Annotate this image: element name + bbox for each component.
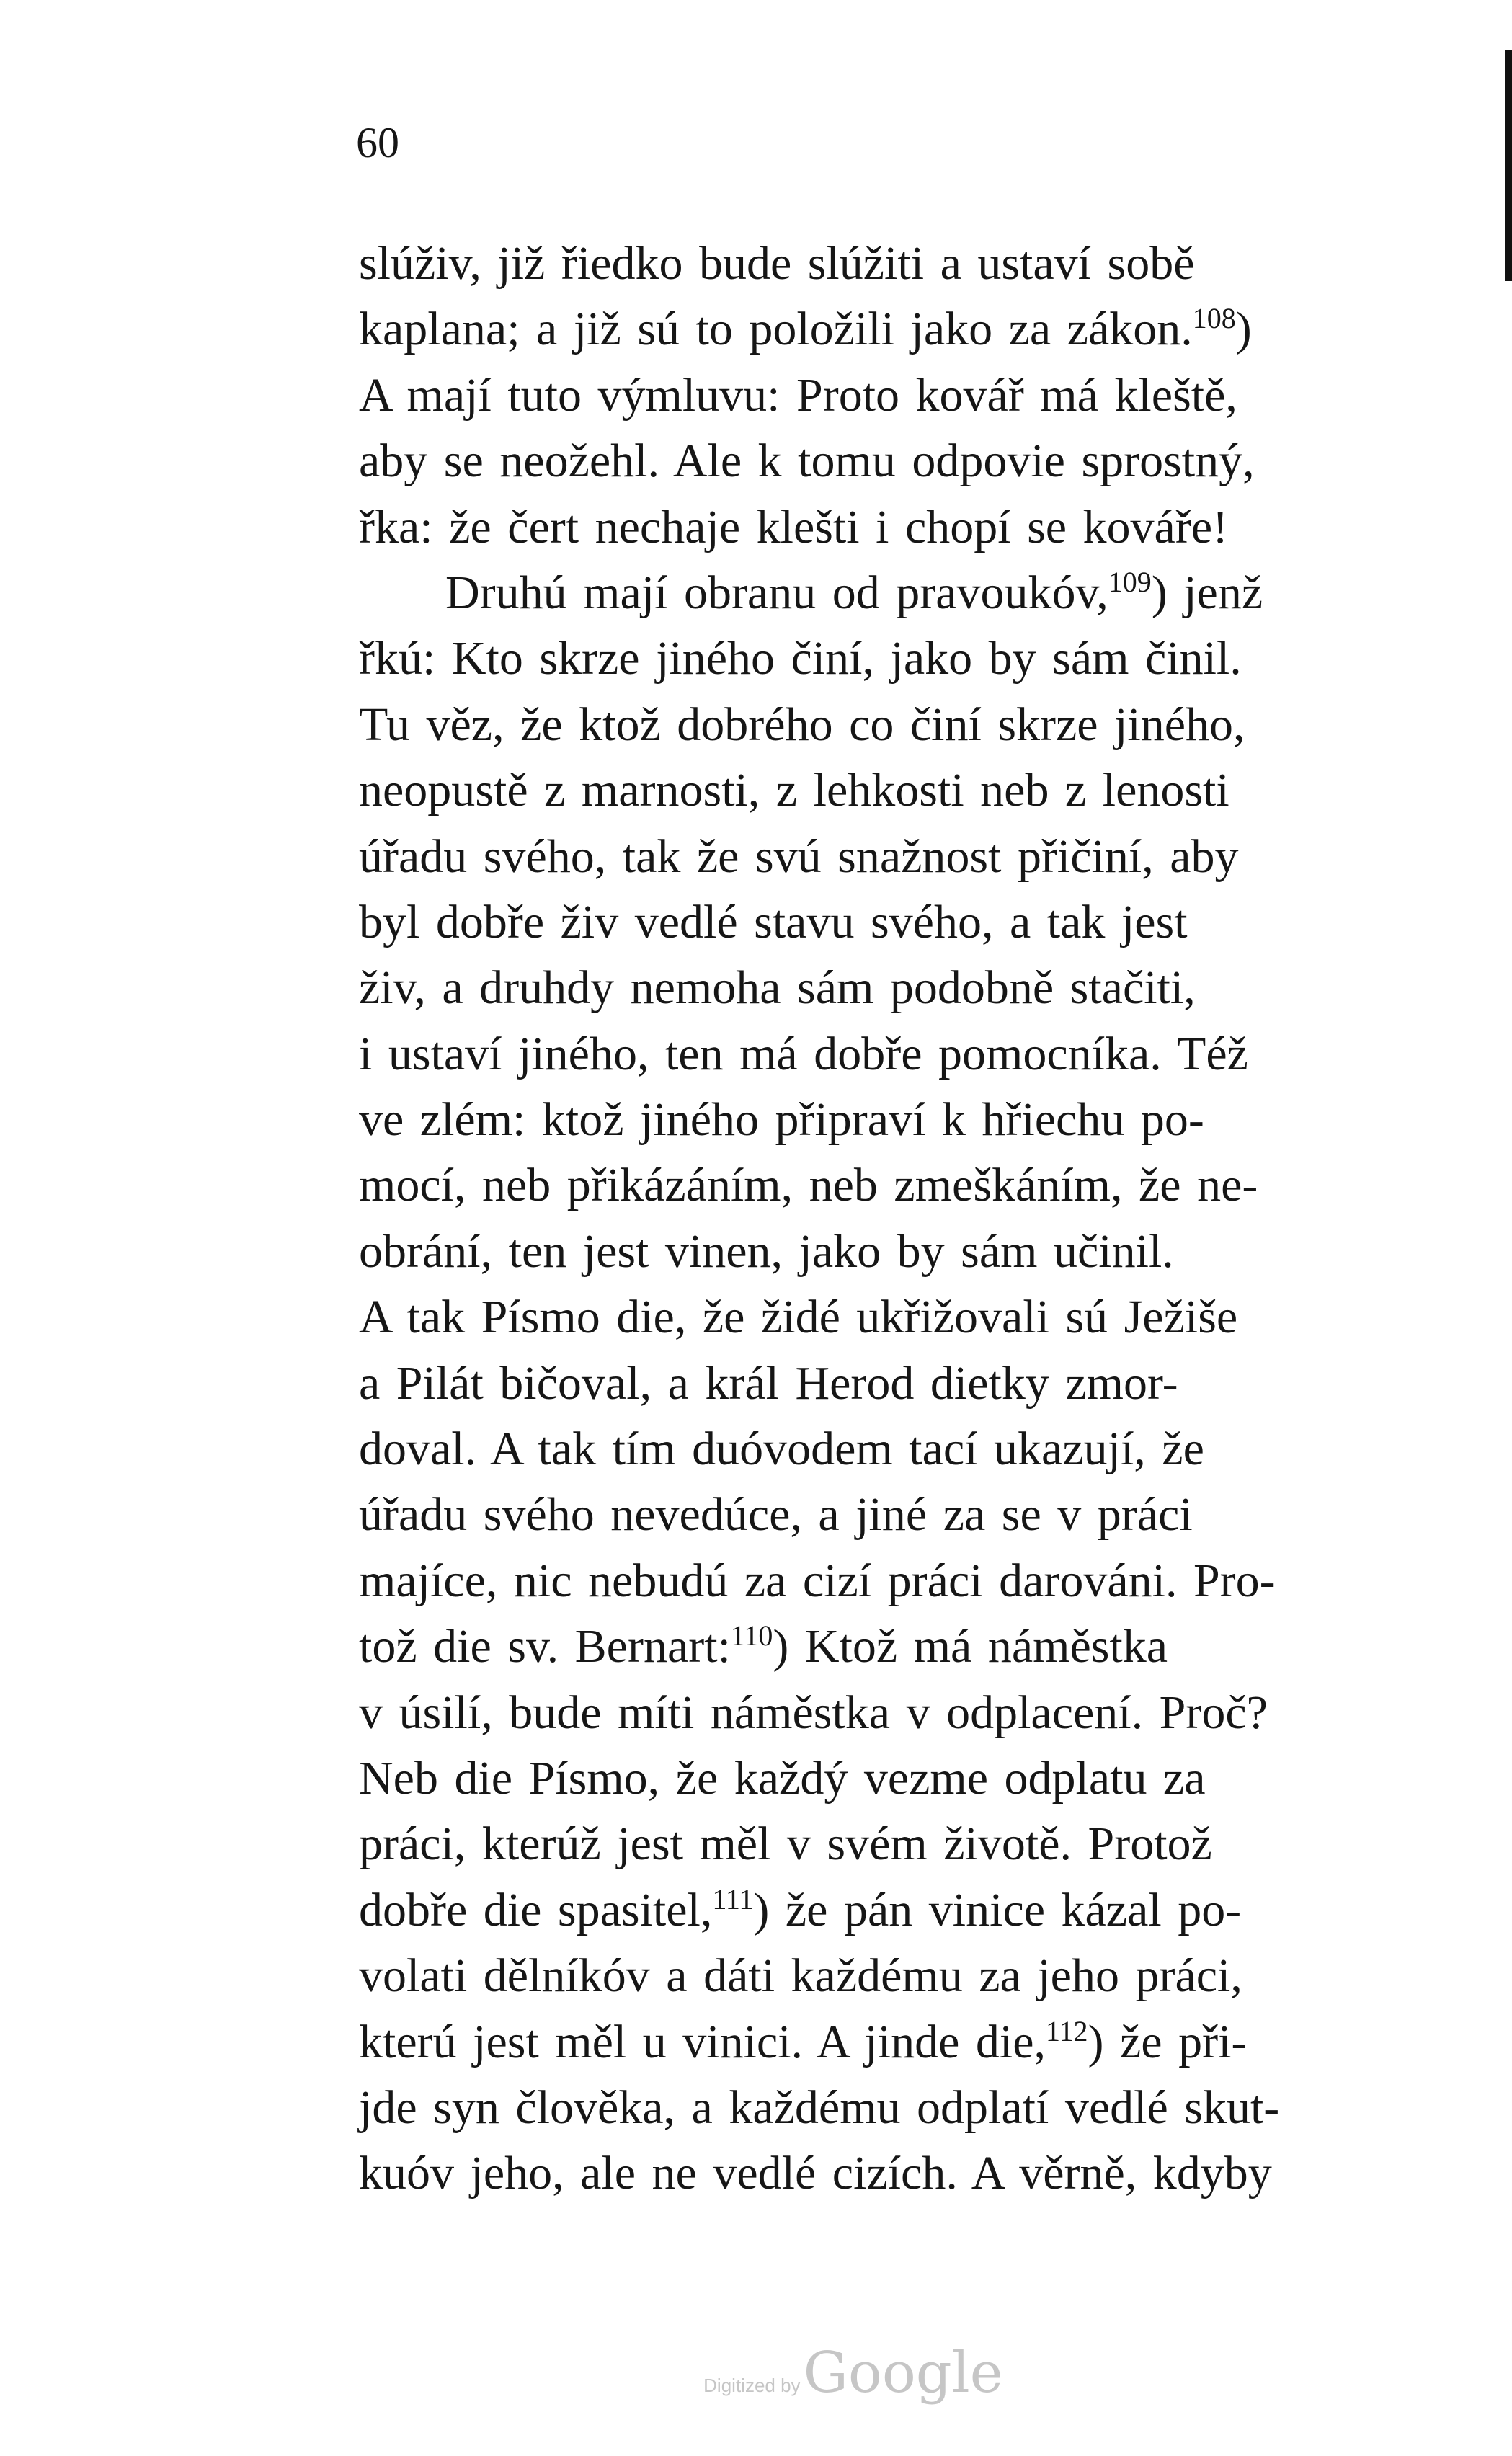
text-line: doval. A tak tím duóvodem tací ukazují, že [359, 1423, 1204, 1476]
footnote-ref: 108 [1192, 302, 1236, 335]
digitized-watermark [695, 2341, 1012, 2406]
text-line [359, 1614, 1490, 1679]
scan-edge-mark [1505, 50, 1512, 281]
text-line [359, 296, 1490, 362]
footnote-ref: 110 [730, 1619, 773, 1652]
text-line [359, 560, 1490, 626]
text-line: A mají tuto výmluvu: Proto kovář má kleště, [359, 368, 1237, 422]
text-line-tail: ) že při- [1088, 2015, 1248, 2068]
footnote-ref: 109 [1108, 565, 1152, 598]
text-line: majíce, nic nebudú za cizí práci darováni. Pro- [359, 1554, 1276, 1607]
text-line: ve zlém: ktož jiného připraví k hřiechu po- [359, 1093, 1204, 1147]
text-line-tail: ) že pán vinice kázal po- [753, 1883, 1242, 1936]
body-text [359, 231, 1490, 2207]
text-line: v úsilí, bude míti náměstka v odplacení. Proč? [359, 1686, 1268, 1739]
text-line: slúživ, již řiedko bude slúžiti a ustaví sobě [359, 237, 1195, 290]
text-line-tail: ) Ktož má náměstka [773, 1620, 1168, 1673]
text-line-main: dobře die spasitel, [359, 1883, 713, 1936]
text-line: řkú: Kto skrze jiného činí, jako by sám činil. [359, 632, 1242, 685]
text-line: jde syn člověka, a každému odplatí vedlé skut- [359, 2081, 1280, 2134]
text-line: obrání, ten jest vinen, jako by sám učinil. [359, 1224, 1174, 1278]
watermark-prefix: Digitized by [703, 2375, 801, 2396]
watermark-brand: Google [803, 2341, 1003, 2406]
text-line: kuóv jeho, ale ne vedlé cizích. A věrně, kdyby [359, 2147, 1272, 2200]
text-line: neopustě z marnosti, z lehkosti neb z lenosti [359, 764, 1229, 817]
footnote-ref: 112 [1046, 2014, 1088, 2047]
text-line-main: Druhú mají obranu od pravoukóv, [445, 566, 1108, 619]
text-line-main: kterú jest měl u vinici. A jinde die, [359, 2015, 1046, 2068]
text-line: Tu věz, že ktož dobrého co činí skrze jiného, [359, 698, 1245, 751]
text-line-main: kaplana; a již sú to položili jako za zákon. [359, 303, 1193, 356]
text-line [359, 2009, 1490, 2075]
text-line: aby se neožehl. Ale k tomu odpovie sprostný, [359, 435, 1255, 488]
text-line: Neb die Písmo, že každý vezme odplatu za [359, 1751, 1206, 1805]
text-line: i ustaví jiného, ten má dobře pomocníka. Též [359, 1027, 1248, 1080]
text-line: a Pilát bičoval, a král Herod dietky zmor- [359, 1356, 1178, 1410]
text-line-main: tož die sv. Bernart: [359, 1620, 731, 1673]
text-line: živ, a druhdy nemoha sám podobně stačiti, [359, 961, 1196, 1015]
text-line: řka: že čert nechaje klešti i chopí se kováře! [359, 500, 1229, 553]
text-line-tail: ) [1235, 303, 1252, 356]
text-line: byl dobře živ vedlé stavu svého, a tak jest [359, 895, 1188, 948]
text-line: práci, kterúž jest měl v svém životě. Protož [359, 1817, 1212, 1871]
text-line: úřadu svého, tak že svú snažnost přičiní, aby [359, 829, 1239, 883]
text-line: volati dělníkóv a dáti každému za jeho práci, [359, 1949, 1242, 2003]
text-line: A tak Písmo die, že židé ukřižovali sú Ježiše [359, 1291, 1238, 1344]
footnote-ref: 111 [712, 1882, 754, 1916]
page-number: 60 [356, 119, 399, 166]
text-line: mocí, neb přikázáním, neb zmeškáním, že ne- [359, 1159, 1258, 1212]
text-line [359, 1877, 1490, 1943]
text-line: úřadu svého nevedúce, a jiné za se v práci [359, 1488, 1193, 1541]
text-line-tail: ) jenž [1151, 566, 1263, 619]
